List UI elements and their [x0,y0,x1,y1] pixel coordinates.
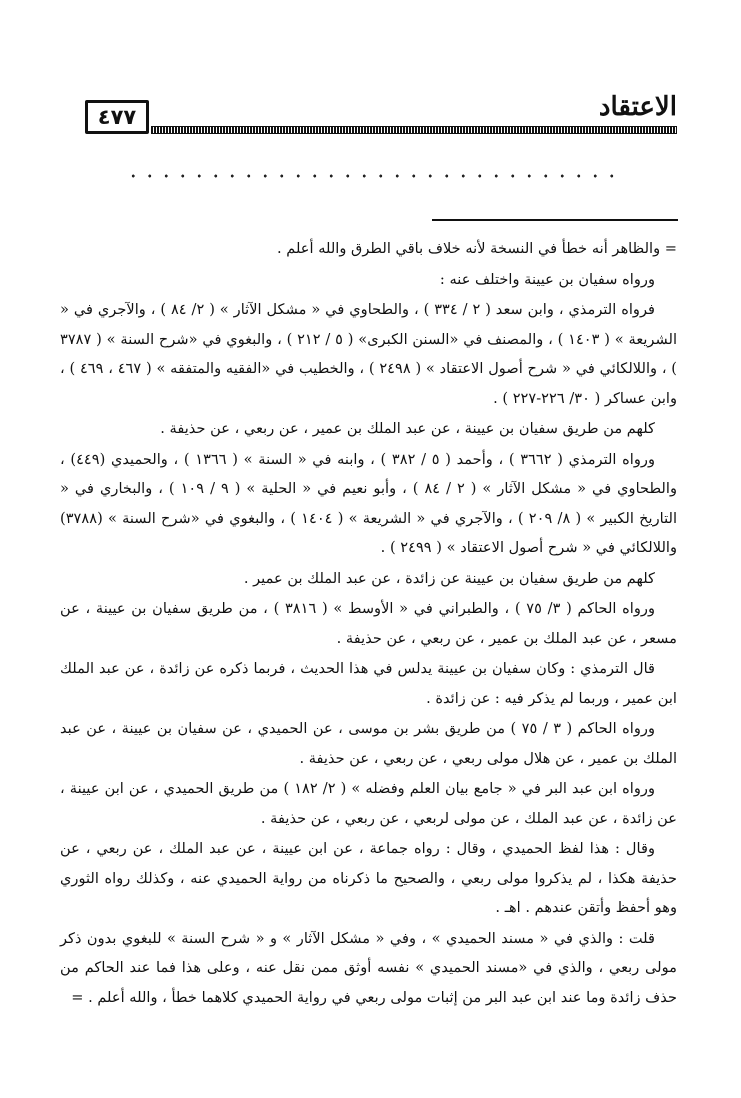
paragraph-2: ورواه سفيان بن عيينة واختلف عنه : [439,270,655,288]
page-number-box: ٤٧٧ [85,100,149,134]
paragraph-12: قلت : والذي في « مسند الحميدي » ، وفي « مشكل الآثار » و « شرح السنة » للبغوي بدون ذكر مولى ربعي ، والذي في «مسند الحميدي » نفسه أوثق ممن نقل عنه ، وعلى هذا فما عند الحاكم من حذف زائدة وما عند ابن عبد البر من إثبات مولى ربعي في رواية الحميدي كلاهما خطأ ، والله أعلم . = [60,929,677,1006]
page-header [85,90,677,136]
running-title: الاعتقاد [598,92,677,122]
footnote-body [60,234,677,1012]
paragraph-8: قال الترمذي : وكان سفيان بن عيينة يدلس في هذا الحديث ، فربما ذكره عن زائدة ، عن عبد الملك ابن عمير ، وربما لم يذكر فيه : عن زائدة . [60,660,677,707]
header-rule [151,126,677,134]
dotted-separator [125,172,620,180]
paragraph-7: ورواه الحاكم ( ٣/ ٧٥ ) ، والطبراني في « الأوسط » ( ٣٨١٦ ) ، من طريق سفيان بن عيينة ، عن مسعر ، عن عبد الملك بن عمير ، عن ربعي ، عن حذيفة . [60,600,677,647]
paragraph-10: ورواه ابن عبد البر في « جامع بيان العلم وفضله » ( ٢/ ١٨٢ ) من طريق الحميدي ، عن ابن عيينة ، عن زائدة ، عن عبد الملك ، عن مولى لربعي ، عن ربعي ، عن حذيفة . [60,780,677,827]
paragraph-5: ورواه الترمذي ( ٣٦٦٢ ) ، وأحمد ( ٥ / ٣٨٢ ) ، وابنه في « السنة » ( ١٣٦٦ ) ، والحميدي (٤٤٩) ، والطحاوي في « مشكل الآثار » ( ٢ / ٨٤ ) ، وأبو نعيم في « الحلية » ( ٩ / ١٠٩ ) ، والبخاري في « التاريخ الكبير » ( ٨/ ٢٠٩ ) ، والآجري في « الشريعة » ( ١٤٠٤ ) ، والبغوي في «شرح السنة » (٣٧٨٨) واللالكائي في « شرح أصول الاعتقاد » ( ٢٤٩٩ ) . [60,450,677,556]
paragraph-3: فرواه الترمذي ، وابن سعد ( ٢ / ٣٣٤ ) ، والطحاوي في « مشكل الآثار » ( ٢/ ٨٤ ) ، والآجري في « الشريعة » ( ١٤٠٣ ) ، والمصنف في «السنن الكبرى» ( ٥ / ٢١٢ ) ، والبغوي في «شرح السنة » ( ٣٧٨٧ ) ، واللالكائي في « شرح أصول الاعتقاد » ( ٢٤٩٨ ) ، والخطيب في «الفقيه والمتفقه » ( ٤٦٧ ، ٤٦٩ ) ، وابن عساكر ( ٣٠/ ٢٢٦-٢٢٧ ) . [60,301,677,407]
paragraph-6: كلهم من طريق سفيان بن عيينة عن زائدة ، عن عبد الملك بن عمير . [243,569,655,587]
footnote-rule [432,219,678,221]
paragraph-11: وقال : هذا لفظ الحميدي ، وقال : رواه جماعة ، عن ابن عيينة ، عن عبد الملك ، عن ربعي ، عن حذيفة هكذا ، لم يذكروا مولى ربعي ، والصحيح ما ذكرناه من رواية الحميدي عنه ، وكذلك رواه الثوري وهو أحفظ وأتقن عندهم . اهـ . [60,840,677,916]
paragraph-9: ورواه الحاكم ( ٣ / ٧٥ ) من طريق بشر بن موسى ، عن الحميدي ، عن سفيان بن عيينة ، عن عبد الملك بن عمير ، عن هلال مولى ربعي ، عن ربعي ، عن حذيفة . [60,720,677,767]
paragraph-1: = والظاهر أنه خطأ في النسخة لأنه خلاف باقي الطرق والله أعلم . [276,240,677,257]
paragraph-4: كلهم من طريق سفيان بن عيينة ، عن عبد الملك بن عمير ، عن ربعي ، عن حذيفة . [160,420,655,437]
